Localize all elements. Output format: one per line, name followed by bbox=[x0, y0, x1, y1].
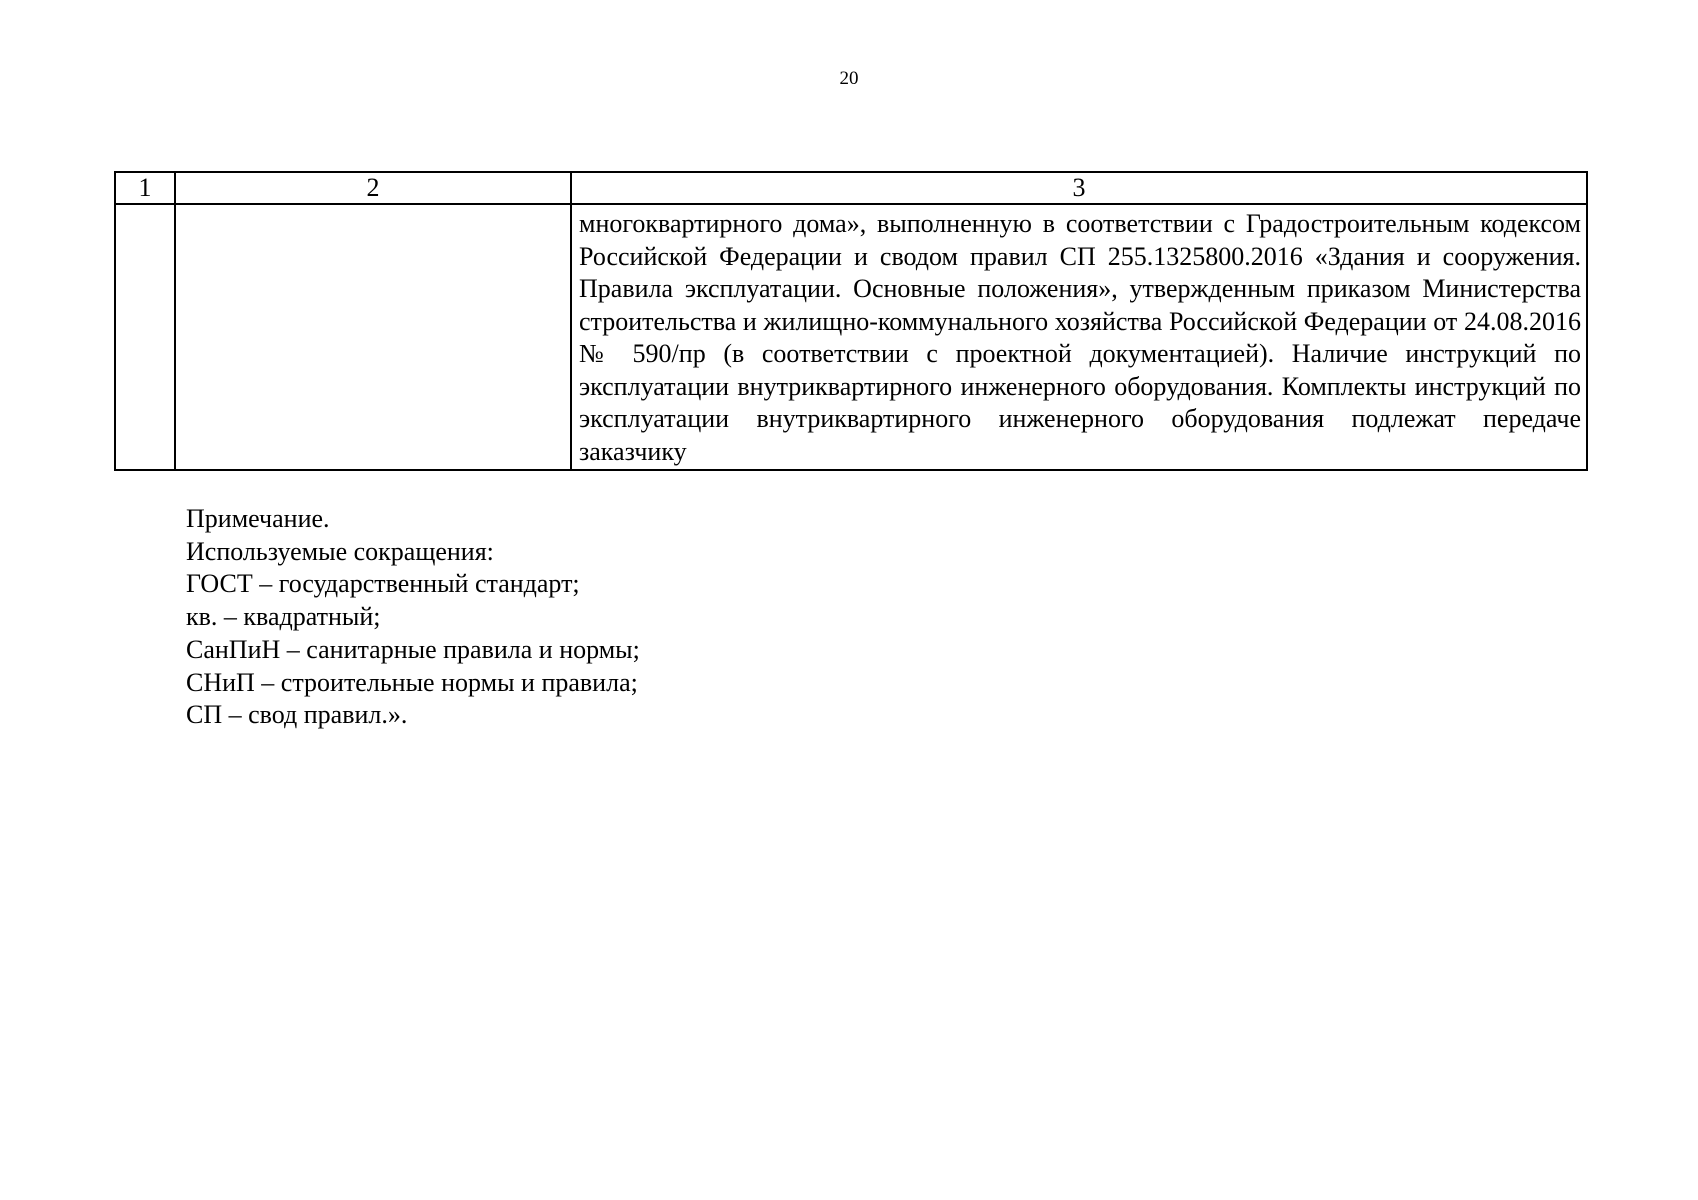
page-number: 20 bbox=[839, 68, 859, 89]
abbreviation-item: кв. – квадратный; bbox=[186, 602, 381, 632]
requirements-table bbox=[114, 171, 1588, 471]
table-row bbox=[115, 204, 1587, 470]
abbreviation-item: СанПиН – санитарные правила и нормы; bbox=[186, 634, 640, 664]
note-title: Примечание. bbox=[186, 504, 330, 533]
table-cell-number bbox=[115, 204, 175, 470]
column-header-2: 2 bbox=[175, 172, 571, 204]
table-cell-requirement bbox=[571, 204, 1587, 470]
abbreviations-heading: Используемые сокращения: bbox=[186, 536, 494, 566]
table-cell-parameter bbox=[175, 204, 571, 470]
column-header-1: 1 bbox=[115, 172, 175, 204]
abbreviation-item: ГОСТ – государственный стандарт; bbox=[186, 569, 580, 599]
requirement-text: многоквартирного дома», выполненную в соответствии с Градостроительным кодексом Российской Федерации и сводом правил СП 255.1325800.2016 «Здания и сооружения. Правила эксплуатации. Основные положения», утвержденным приказом Министерства строительства и жилищно-коммунального хозяйства Российской Федерации от 24.08.2016 № 590/пр (в соответствии с проектной документацией). Наличие инструкций по эксплуатации внутриквартирного инженерного оборудования. Комплекты инструкций по эксплуатации внутриквартирного инженерного оборудования подлежат передаче заказчику bbox=[579, 209, 1581, 466]
table-header-row bbox=[115, 172, 1587, 204]
abbreviation-item: СП – свод правил.». bbox=[186, 700, 408, 730]
note-block bbox=[186, 503, 640, 732]
abbreviation-item: СНиП – строительные нормы и правила; bbox=[186, 667, 638, 697]
column-header-3: 3 bbox=[571, 172, 1587, 204]
